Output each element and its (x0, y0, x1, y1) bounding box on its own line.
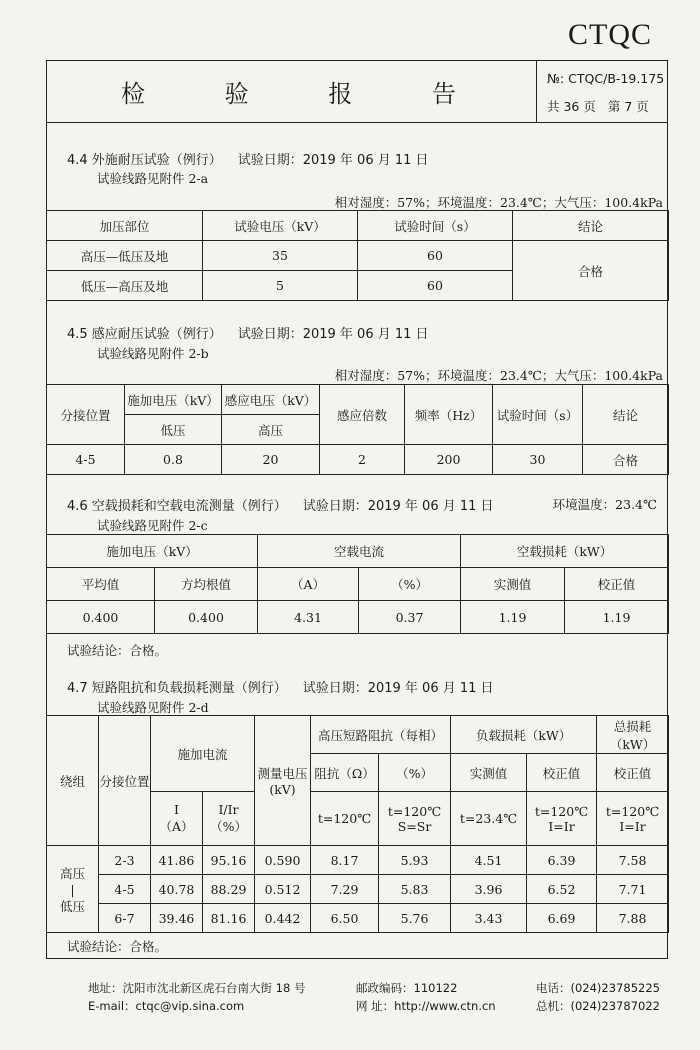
conclusion-cell: 合格 (513, 241, 669, 301)
table-cell: 6.69 (527, 904, 597, 933)
table-cell: 0.8 (125, 445, 222, 475)
header-cell: 施加电压（kV） (47, 535, 258, 568)
page-info (547, 97, 657, 115)
short-circuit-table (46, 715, 669, 933)
table-cell: 7.29 (311, 875, 379, 904)
table-cell: 0.37 (359, 601, 461, 634)
section-4-5-title (67, 323, 429, 342)
table-cell: 4.31 (258, 601, 359, 634)
table-cell: 6-7 (99, 904, 151, 933)
section-name: 空载损耗和空载电流测量（例行） (91, 499, 287, 514)
condition-cell (597, 792, 669, 846)
table-cell: 6.52 (527, 875, 597, 904)
table-row (47, 846, 669, 875)
table-cell: 2-3 (99, 846, 151, 875)
table-cell: 6.50 (311, 904, 379, 933)
table-header-row (47, 385, 669, 415)
report-header (47, 61, 667, 123)
condition-temp: t=120℃ (387, 803, 442, 819)
section-name: 短路阻抗和负载损耗测量（例行） (91, 681, 287, 696)
table-cell: 60 (358, 271, 513, 301)
table-cell: 7.71 (597, 875, 669, 904)
table-cell: 5 (203, 271, 358, 301)
test-conclusion: 试验结论：合格。 (67, 939, 168, 954)
environment-conditions: 相对湿度：57%；环境温度：23.4℃；大气压：100.4kPa (334, 368, 663, 383)
table-cell: 40.78 (151, 875, 203, 904)
report-frame (46, 60, 668, 959)
table-cell: 1.19 (461, 601, 565, 634)
test-date: 试验日期：2019 年 06 月 11 日 (302, 681, 494, 696)
test-date: 试验日期：2019 年 06 月 11 日 (237, 153, 429, 168)
test-conclusion: 试验结论：合格。 (67, 643, 168, 658)
table-cell: 8.17 (311, 846, 379, 875)
table-header-row (47, 568, 669, 601)
winding-divider: | (70, 881, 75, 897)
header-cell: 低压 (125, 415, 222, 445)
header-cell: 高压 (222, 415, 320, 445)
no-load-table (46, 534, 669, 634)
header-IIr-unit: （%） (210, 819, 247, 834)
header-IIr: I/Ir (218, 802, 239, 817)
section-name: 感应耐压试验（例行） (91, 327, 222, 342)
test-date: 试验日期：2019 年 06 月 11 日 (237, 327, 429, 342)
header-cell: 结论 (513, 211, 669, 241)
header-cell: 施加电流 (151, 716, 255, 792)
withstand-voltage-table (46, 210, 669, 301)
condition-iir: I=Ir (619, 818, 646, 834)
pages-total: 共 36 页 (547, 99, 596, 114)
section-number: 4.6 (67, 499, 88, 514)
section-number: 4.5 (67, 327, 88, 342)
table-cell: 高压—低压及地 (47, 241, 203, 271)
table-cell: 3.96 (451, 875, 527, 904)
test-date: 试验日期：2019 年 06 月 11 日 (302, 499, 494, 514)
table-cell: 6.39 (527, 846, 597, 875)
winding-cell (47, 846, 99, 933)
header-cell: 分接位置 (99, 716, 151, 846)
header-cell: 感应电压（kV） (222, 385, 320, 415)
table-header-row (47, 716, 669, 754)
table-cell: 200 (405, 445, 493, 475)
header-cell: 施加电压（kV） (125, 385, 222, 415)
condition-cell: t=120℃ (311, 792, 379, 846)
table-cell: 5.93 (379, 846, 451, 875)
header-cell: 校正值 (597, 754, 669, 792)
header-cell: 试验时间（s） (358, 211, 513, 241)
table-cell: 1.19 (565, 601, 669, 634)
header-cell: 感应倍数 (320, 385, 405, 445)
header-cell: 试验电压（kV） (203, 211, 358, 241)
footer-postcode: 邮政编码：110122 (356, 981, 458, 995)
table-row (47, 241, 669, 271)
header-cell: 实测值 (451, 754, 527, 792)
table-cell: 4.51 (451, 846, 527, 875)
environment-conditions: 相对湿度：57%；环境温度：23.4℃；大气压：100.4kPa (334, 195, 663, 210)
section-name: 外施耐压试验（例行） (91, 153, 222, 168)
table-cell: 35 (203, 241, 358, 271)
footer-website: 网 址：http://www.ctn.cn (356, 999, 496, 1013)
circuit-reference: 试验线路见附件 2-d (97, 700, 209, 715)
table-cell: 4-5 (47, 445, 125, 475)
header-cell: 阻抗（Ω） (311, 754, 379, 792)
header-cell: 总损耗（kW） (597, 716, 669, 754)
header-cell: 频率（Hz） (405, 385, 493, 445)
condition-cell (379, 792, 451, 846)
table-cell: 4-5 (99, 875, 151, 904)
table-cell: 30 (493, 445, 583, 475)
section-4-6-title (67, 495, 494, 514)
table-cell: 7.88 (597, 904, 669, 933)
header-cell: 方均根值 (155, 568, 258, 601)
table-cell: 低压—高压及地 (47, 271, 203, 301)
header-cell: 空载电流 (258, 535, 461, 568)
header-cell: 测量电压(kV) (255, 716, 311, 846)
footer-address: 地址：沈阳市沈北新区虎石台南大街 18 号 (88, 981, 306, 995)
header-cell: 高压短路阻抗（每相） (311, 716, 451, 754)
header-cell: （%） (379, 754, 451, 792)
section-4-4-title (67, 149, 429, 168)
table-header-row (47, 535, 669, 568)
table-cell: 0.590 (255, 846, 311, 875)
table-cell: 41.86 (151, 846, 203, 875)
table-row (47, 601, 669, 634)
section-number: 4.7 (67, 681, 88, 696)
table-cell: 0.400 (155, 601, 258, 634)
header-cell: （%） (359, 568, 461, 601)
circuit-reference: 试验线路见附件 2-b (97, 346, 209, 361)
table-cell: 7.58 (597, 846, 669, 875)
circuit-reference: 试验线路见附件 2-a (97, 171, 209, 186)
table-row (47, 904, 669, 933)
induced-voltage-table (46, 384, 669, 475)
condition-ssr: S=Sr (397, 818, 432, 834)
header-cell: 加压部位 (47, 211, 203, 241)
table-cell: 81.16 (203, 904, 255, 933)
table-cell: 60 (358, 241, 513, 271)
table-cell: 0.400 (47, 601, 155, 634)
table-row (47, 445, 669, 475)
page-current: 第 7 页 (607, 99, 649, 114)
header-cell: 分接位置 (47, 385, 125, 445)
table-row (47, 875, 669, 904)
section-4-7-title (67, 677, 494, 696)
table-cell: 88.29 (203, 875, 255, 904)
header-cell: 校正值 (565, 568, 669, 601)
condition-cell: t=23.4℃ (451, 792, 527, 846)
header-cell: 校正值 (527, 754, 597, 792)
company-logo: CTQC (568, 18, 653, 51)
table-cell: 0.512 (255, 875, 311, 904)
table-cell: 3.43 (451, 904, 527, 933)
circuit-reference: 试验线路见附件 2-c (97, 518, 208, 533)
header-cell: 结论 (583, 385, 669, 445)
condition-temp: t=120℃ (534, 803, 589, 819)
header-cell: 空载损耗（kW） (461, 535, 669, 568)
table-cell: 0.442 (255, 904, 311, 933)
header-cell: 试验时间（s） (493, 385, 583, 445)
winding-low: 低压 (59, 898, 85, 914)
header-cell: 平均值 (47, 568, 155, 601)
header-cell: 负载损耗（kW） (451, 716, 597, 754)
section-number: 4.4 (67, 153, 88, 168)
header-I-unit: （A） (159, 819, 194, 834)
environment-temperature: 环境温度：23.4℃ (552, 497, 657, 512)
header-cell: （A） (258, 568, 359, 601)
header-cell (203, 792, 255, 846)
table-cell: 95.16 (203, 846, 255, 875)
table-header-row (47, 211, 669, 241)
header-I: I (174, 802, 179, 817)
table-cell: 2 (320, 445, 405, 475)
condition-iir: I=Ir (548, 818, 575, 834)
table-cell: 5.76 (379, 904, 451, 933)
report-title: 检 验 报 告 (47, 61, 537, 122)
condition-cell (527, 792, 597, 846)
footer-phone: 电话：(024)23785225 (536, 981, 660, 995)
table-cell: 5.83 (379, 875, 451, 904)
winding-high: 高压 (59, 865, 85, 881)
header-cell (151, 792, 203, 846)
document-number: №: CTQC/B-19.175 (547, 71, 665, 86)
header-cell: 绕组 (47, 716, 99, 846)
footer-switchboard: 总机：(024)23787022 (536, 999, 660, 1013)
table-cell: 合格 (583, 445, 669, 475)
header-cell: 实测值 (461, 568, 565, 601)
footer-email: E-mail：ctqc@vip.sina.com (88, 999, 245, 1013)
table-cell: 20 (222, 445, 320, 475)
table-cell: 39.46 (151, 904, 203, 933)
condition-temp: t=120℃ (605, 803, 660, 819)
